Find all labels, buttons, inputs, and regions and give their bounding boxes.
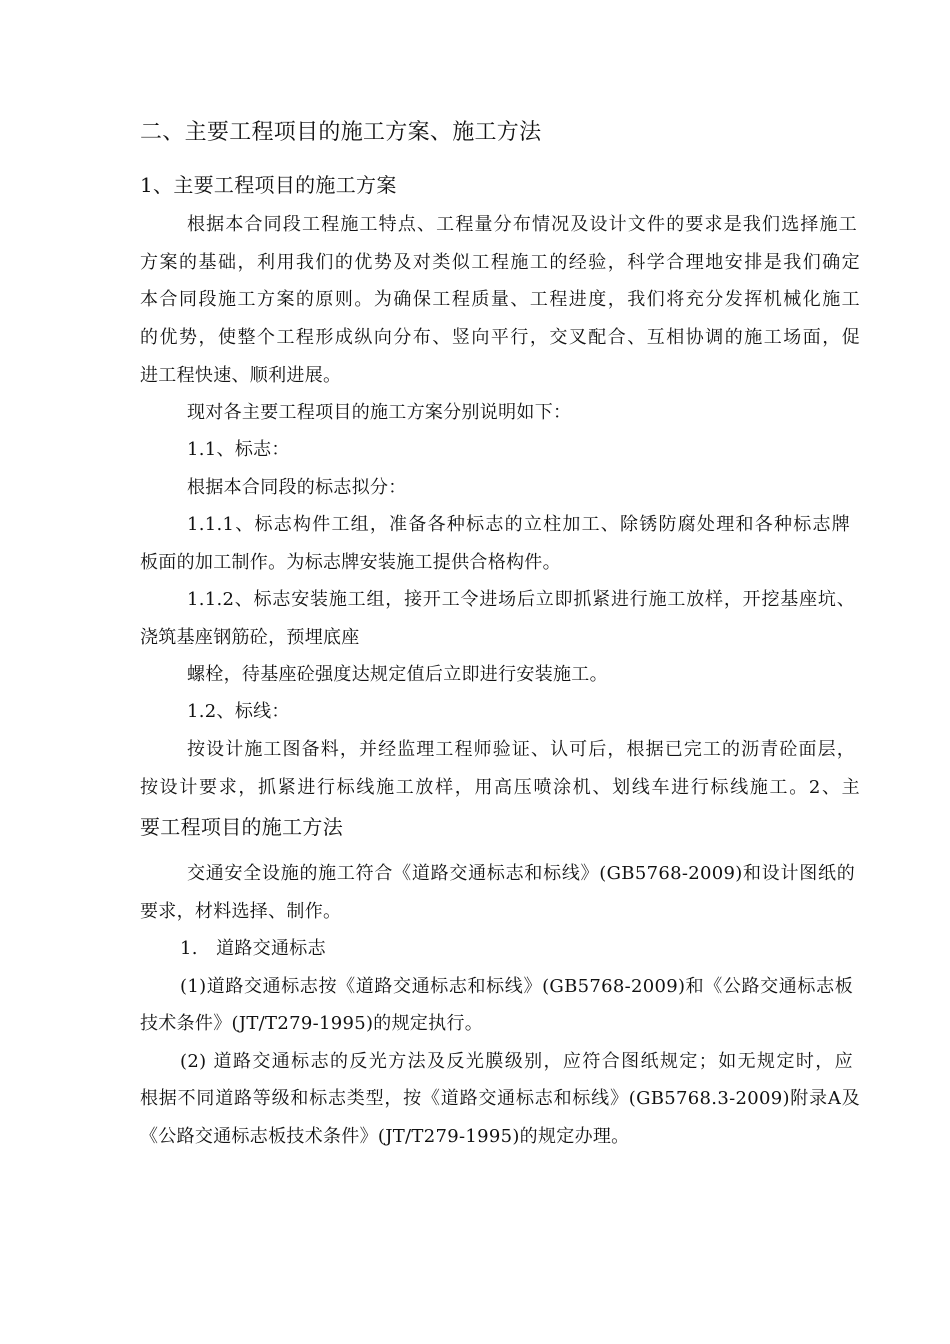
paragraph-line: 板面的加工制作。为标志牌安装施工提供合格构件。 <box>140 552 561 573</box>
subsection-title: 1. 道路交通标志 <box>180 938 326 959</box>
paragraph-line: 交通安全设施的施工符合《道路交通标志和标线》(GB5768-2009)和设计图纸的 <box>187 863 855 884</box>
paragraph-line: 现对各主要工程项目的施工方案分别说明如下： <box>187 402 572 423</box>
paragraph-line: 根据本合同段的标志拟分： <box>187 477 407 498</box>
paragraph-line: 方案的基础，利用我们的优势及对类似工程施工的经验，科学合理地安排是我们确定 <box>140 252 860 273</box>
paragraph-line: 根据本合同段工程施工特点、工程量分布情况及设计文件的要求是我们选择施工 <box>187 214 857 235</box>
paragraph-line: 本合同段施工方案的原则。为确保工程质量、工程进度，我们将充分发挥机械化施工 <box>140 289 860 310</box>
list-item-line: 技术条件》(JT/T279-1995)的规定执行。 <box>140 1013 484 1034</box>
paragraph-line: 要工程项目的施工方法 <box>140 815 343 839</box>
list-item-line: (1)道路交通标志按《道路交通标志和标线》(GB5768-2009)和《公路交通标志板 <box>180 976 853 997</box>
list-item-line: (2) 道路交通标志的反光方法及反光膜级别，应符合图纸规定；如无规定时，应 <box>180 1051 853 1072</box>
paragraph-line: 进工程快速、顺利进展。 <box>140 365 342 386</box>
paragraph-line: 按设计施工图备料，并经监理工程师验证、认可后，根据已完工的沥青砼面层， <box>187 739 855 760</box>
paragraph-line: 要求，材料选择、制作。 <box>140 901 342 922</box>
main-heading: 二、主要工程项目的施工方案、施工方法 <box>140 120 542 145</box>
subsection-title: 1.1、标志： <box>187 439 290 460</box>
paragraph-line: 浇筑基座钢筋砼，预埋底座 <box>140 627 360 648</box>
paragraph-line: 螺栓，待基座砼强度达规定值后立即进行安装施工。 <box>187 664 608 685</box>
paragraph-line: 按设计要求，抓紧进行标线施工放样，用高压喷涂机、划线车进行标线施工。2、主 <box>140 777 860 798</box>
paragraph-line: 1.1.1、标志构件工组，准备各种标志的立柱加工、除锈防腐处理和各种标志牌 <box>187 514 850 535</box>
paragraph-line: 1.1.2、标志安装施工组，接开工令进场后立即抓紧进行施工放样，开挖基座坑、 <box>187 589 855 610</box>
paragraph-line: 的优势，使整个工程形成纵向分布、竖向平行，交叉配合、互相协调的施工场面，促 <box>140 327 860 348</box>
list-item-line: 《公路交通标志板技术条件》(JT/T279-1995)的规定办理。 <box>140 1126 630 1147</box>
section-heading: 1、主要工程项目的施工方案 <box>140 173 397 197</box>
list-item-line: 根据不同道路等级和标志类型，按《道路交通标志和标线》(GB5768.3-2009)附录A及 <box>140 1088 860 1109</box>
subsection-title: 1.2、标线： <box>187 701 290 722</box>
